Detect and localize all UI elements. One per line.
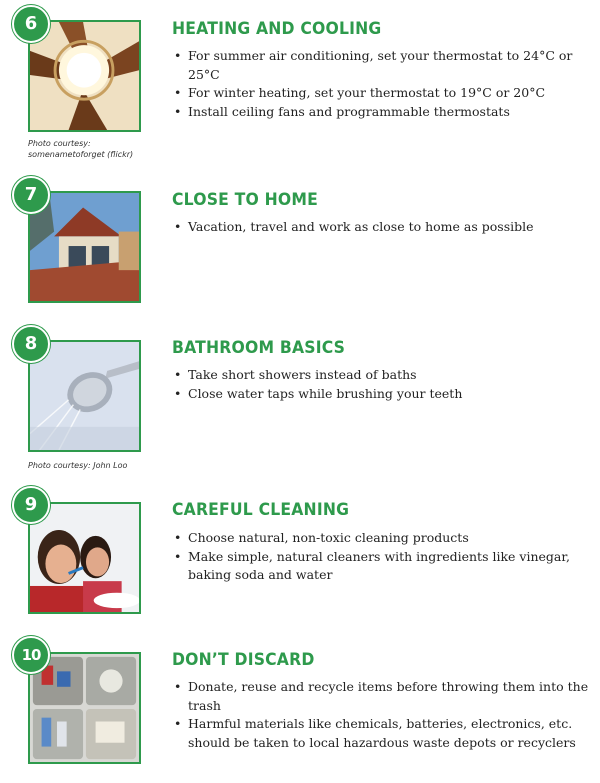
bullet-item: • Choose natural, non-toxic cleaning products	[172, 529, 592, 548]
photo-credit-line: somenametoforget (flickr)	[28, 150, 134, 159]
bullet-item: • For winter heating, set your thermostat to 19°C or 20°C	[172, 84, 592, 103]
bullet-list	[172, 47, 592, 121]
bullet-item: • For summer air conditioning, set your thermostat to 24°C or 25°C	[172, 47, 592, 84]
bullet-item: • Harmful materials like chemicals, batteries, electronics, etc. should be taken to local hazardous waste depots or recyclers	[172, 715, 592, 752]
tip-number-badge: 6	[12, 5, 50, 43]
bullet-item: • Vacation, travel and work as close to home as possible	[172, 218, 592, 237]
photo-credit	[28, 460, 127, 471]
bullet-list	[172, 366, 592, 403]
tip-number-badge: 10	[12, 636, 50, 674]
tip-number-badge: 7	[12, 176, 50, 214]
tip-number-badge: 8	[12, 325, 50, 363]
bullet-list	[172, 529, 592, 585]
children-brushing-teeth-photo	[28, 502, 141, 614]
section-heading: DON’T DISCARD	[172, 650, 315, 670]
bullet-list	[172, 678, 592, 752]
photo-credit	[28, 138, 133, 160]
bullet-item: • Close water taps while brushing your teeth	[172, 385, 592, 404]
bullet-item: • Install ceiling fans and programmable thermostats	[172, 103, 592, 122]
recycling-bins-photo	[28, 652, 141, 764]
bullet-list	[172, 218, 592, 237]
tip-number-badge: 9	[12, 486, 50, 524]
section-heading: BATHROOM BASICS	[172, 338, 346, 358]
section-heading: CAREFUL CLEANING	[172, 500, 350, 520]
section-heading: HEATING AND COOLING	[172, 19, 382, 39]
section-heading: CLOSE TO HOME	[172, 190, 319, 210]
photo-credit-line: Photo courtesy:	[28, 139, 91, 148]
bullet-item: • Take short showers instead of baths	[172, 366, 592, 385]
photo-credit-line: Photo courtesy: John Loo	[28, 461, 128, 470]
bullet-item: • Donate, reuse and recycle items before throwing them into the trash	[172, 678, 592, 715]
bullet-item: • Make simple, natural cleaners with ingredients like vinegar, baking soda and water	[172, 548, 592, 585]
